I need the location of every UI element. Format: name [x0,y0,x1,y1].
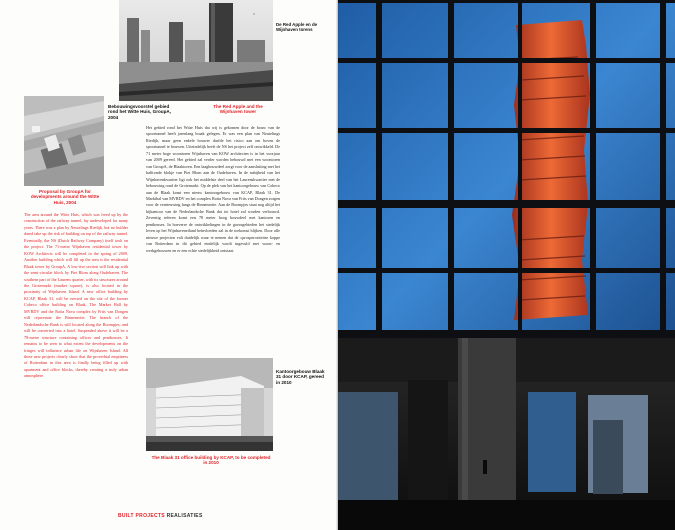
footer [118,513,203,519]
caption-blaak-dutch: Kantoorgebouw Blaak 31 door KCAP, gereed in 2010 [276,369,325,385]
caption-proposal-dutch: Bebouwingsvoorstel gebied rond het Witte Huis, GroupA, 2004 [108,104,171,120]
skyline-photo [119,0,273,101]
caption-blaak-english: The Blaak 31 office building by KCAP, to be completed in 2010 [151,455,271,466]
footer-subsection: REALISATIES [166,513,203,519]
english-body-text: The area around the Witte Huis, which was freed up by the construction of the railway tunnel, lay undeveloped for many years. There was a plan by Neutelings Riedijk, but no builder dared take up the risk of building on top of the railway tunnel. Eventually, the NS (Dutch Railway Company) itself took on the project. The 71-metre Wijnhaven residential tower by KOW Architects will be completed in the spring of 2009. Another building which will fill up the area is the residential Blaak tower by GroupA. A low-rise section will link up with the semi-circular block by Piet Blom along Oudehaven. The southern part of the Laurens quarter, with its structures around the Grotemarkt (market square), is also located in the proximity of Wijnhaven Island. A new office building by KCAP, Blaak 31, will be erected on the site of the former Cobeco office building on Blaak. The Market Hall by MVRDV and the Rotta Nova complex by Frits van Dongen will rejuvenate the Binnenrotte. The branch of the Nederlandsche Bank is still located along the Boompjes, and will be converted into a hotel. Suspended above it will be a 78-metre structure containing offices and penthouses. It remains to be seen to what extent the developments on the fringes will influence urban life on Wijnhaven Island. All these new projects clearly show that the proverbial emptiness of Rotterdam in this area is finally being filled up with apartment and office blocks, thereby creating a truly urban atmosphere. [24,212,128,379]
caption-red-apple-dutch: De Red Apple en de Wijnhaven torens [276,22,318,33]
footer-section: BUILT PROJECTS [118,513,165,519]
blaak-31-photo [146,358,273,451]
page-gutter [336,0,339,530]
caption-red-apple-english: The Red Apple and the Wijnhaven tower [213,104,263,115]
tower-reflection-photo [338,0,675,530]
proposal-aerial-photo [24,96,104,186]
caption-proposal-english: Proposal by GroupA for developments around the Witte Huis, 2004 [30,189,100,205]
dutch-body-text: Het gebied rond het Witte Huis dat wij is gekomen door de bouw van de spoortunnel heeft jarenlang braak gelegen. Er was een plan van Neutelings Riedijk, maar geen enkele bouwer durfde het risico aan om boven de spoortunnel te bouwen. Uiteindelijk heeft de NS het project zelf ontwikkeld. De 71 meter hoge woontoren Wijnhaven van KOW architecten is in het voorjaar van 2009 gereed. Het gebied zal verder worden bebouwd met een woontoren van GroupA, de Blaaktoren. Een laagbouwdeel zorgt voor de aansluiting met het halfronde blokje van Piet Blom aan de Oudehaven. In de nabijheid van het Wijnhavenkwartier ligt ook het middelste deel van het Laurenskwartier met de bebouwing rond de Grotemarkt. Op de plek van het kantoorgebouw van Cobeco aan de Blaak komt een nieuw kantoorgebouw van KCAP, Blaak 31. De Markthal van MVRDV en het complex Rotta Nova van Frits van Dongen zorgen voor de vernieuwing langs de Binnenrotte. Aan de Boompjes staat nog altijd het bijkantoor van de Nederlandsche Bank dat tot hotel zal worden verbouwd. Zeventig referen komt een 78 meter hoog bouwdeel met kantoren en penthouses. In hoeverre de ontwikkelingen in de goeorgebieden het stedelijk leven op het Wijnhaveneiland beïnvloeden zal in de toekomst blijken. Door alle nieuwe projecten valt duidelijk waar te nemen dat de «prosperositeitse koppe van Rotterdam in dit gebied eindelijk wordt ingevuld met woon- en werkgebouwen en er een echte stedelijkheid ontstaat. [146,125,280,253]
